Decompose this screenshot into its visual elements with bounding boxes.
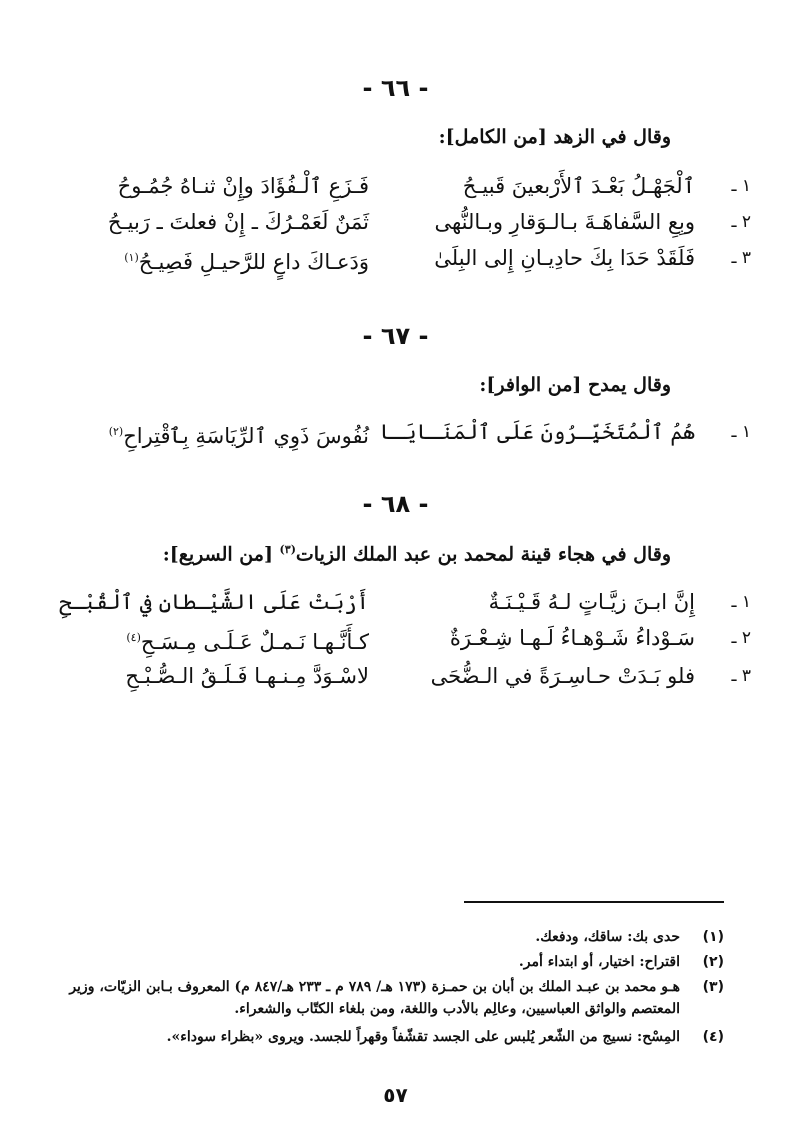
section-number: - ٦٧ - bbox=[362, 322, 429, 350]
verse-first-hemistich: سَـوْداءُ شَـوْهـاءُ لَـهـا شِـعْـرَةٌ bbox=[449, 626, 695, 650]
footnote-marker: (٤) bbox=[126, 631, 141, 644]
section-number: - ٦٨ - bbox=[362, 490, 429, 518]
verse-number: ٣ ـ bbox=[731, 248, 751, 268]
verse-number: ٢ ـ bbox=[731, 212, 751, 232]
footnote-text: المِسْح: نسيج من الشّعر يُلبس على الجسد تقشّفاً وقهراً للجسد. ويروى «بظراء سوداء». bbox=[166, 1029, 680, 1045]
footnote-divider bbox=[464, 901, 724, 903]
footnote bbox=[54, 926, 724, 948]
footnote-text: اقتراح: اختيار، أو ابتداء أمر. bbox=[518, 954, 680, 970]
verse-second-hemistich: ثَمَنٌ لَعَمْـرُكَ ـ إِنْ فعلتَ ـ رَبيـحُ bbox=[107, 210, 369, 234]
verse-number: ٣ ـ bbox=[731, 666, 751, 686]
footnote-marker: (١) bbox=[124, 251, 139, 264]
footnote-number: (٢) bbox=[702, 954, 724, 970]
verse-line bbox=[51, 658, 751, 694]
verse-second-hemistich: وَدَعـاكَ داعٍ للرَّحيـلِ فَصِيـحُ$^{(١)}$ bbox=[124, 250, 369, 274]
verse-second-hemistich: لاسْـوَدَّ مِـنـهـا فَـلَـقُ الـصُّـبْـحِ bbox=[125, 664, 369, 688]
verse-second-hemistich: كـأَنَّـهـا نَـمـلٌ عَـلَـى مِـسَـحِ$^{(٤)}$ bbox=[126, 630, 369, 654]
verse-number: ١ ـ bbox=[731, 422, 751, 442]
page-number: ٥٧ bbox=[383, 1083, 408, 1107]
verse-second-hemistich: نُفُوسَ ذَوِي ٱلرِّيَاسَةِ بِٱقْتِراحِ$^{(٢)}$ bbox=[108, 424, 369, 448]
verse-line bbox=[51, 168, 751, 204]
verse-first-hemistich: فلو بَـدَتْ حـاسِـرَةً في الـضُّحَى bbox=[430, 664, 695, 688]
verse-first-hemistich: وبِعِ السَّفاهَـةَ بـالـوَقارِ وبـالنُّهى bbox=[434, 210, 695, 234]
verse-first-hemistich: ٱلْجَهْـلُ بَعْـدَ ٱلأَرْبعينَ قَبيـحُ bbox=[462, 174, 695, 198]
verse-first-hemistich: إِنَّ ابـنَ زيَّـاتٍ لـهُ قَـيْـنَـةٌ bbox=[488, 590, 695, 614]
verse-second-hemistich: أَرْبَتْ عَلَى الشَّيْـطانِ في ٱلْقُبْـحِ bbox=[59, 590, 369, 614]
section-intro: وقال يمدح [من الوافر]: bbox=[479, 374, 671, 396]
footnote-marker: (٢) bbox=[108, 425, 124, 438]
section-intro: وقال في الزهد [من الكامل]: bbox=[438, 126, 671, 148]
verse-first-hemistich: هُمُ ٱلْمُتَخَيِّـرُونَ عَلَى ٱلْمَنَـايَـا bbox=[379, 420, 695, 444]
verse-line bbox=[51, 620, 751, 656]
footnote-text: هـو محمد بن عبـد الملك بن أبان بن حمـزة (١٧٣ هـ/ ٧٨٩ م ـ ٢٣٣ هـ/٨٤٧ م) المعروف بـابن الزيّات، وزير المعتصم والواثق العباسيين، وعالِم بالأدب واللغة، ومن بلغاء الكتّاب والشعراء. bbox=[69, 979, 680, 1017]
verse-line bbox=[51, 584, 751, 620]
verse-first-hemistich: فَلَقَدْ حَدَا بِكَ حادِيـانِ إِلى البِلَىٰ bbox=[434, 246, 695, 270]
section-intro: وقال في هجاء قينة لمحمد بن عبد الملك الزيات$^{(٣)}$ [من السريع]: bbox=[162, 543, 671, 566]
verse-number: ٢ ـ bbox=[731, 628, 751, 648]
footnote-number: (٣) bbox=[702, 979, 724, 995]
footnote-marker: (٣) bbox=[279, 543, 296, 556]
footnote bbox=[54, 1026, 724, 1048]
verse-second-hemistich: فَـزَعِ ٱلْـفُؤَادَ وإِنْ ثنـاهُ جُمُـوحُ bbox=[117, 174, 369, 198]
section-number: - ٦٦ - bbox=[362, 74, 429, 102]
footnote bbox=[54, 951, 724, 973]
footnote-text: حدى بك: ساقك، ودفعك. bbox=[535, 929, 680, 945]
verse-number: ١ ـ bbox=[731, 592, 751, 612]
verse-line bbox=[51, 240, 751, 276]
footnote-number: (٤) bbox=[702, 1029, 724, 1045]
footnote bbox=[54, 976, 724, 1022]
verse-line bbox=[51, 204, 751, 240]
footnote-number: (١) bbox=[702, 929, 724, 945]
verse-line bbox=[51, 414, 751, 450]
verse-number: ١ ـ bbox=[731, 176, 751, 196]
